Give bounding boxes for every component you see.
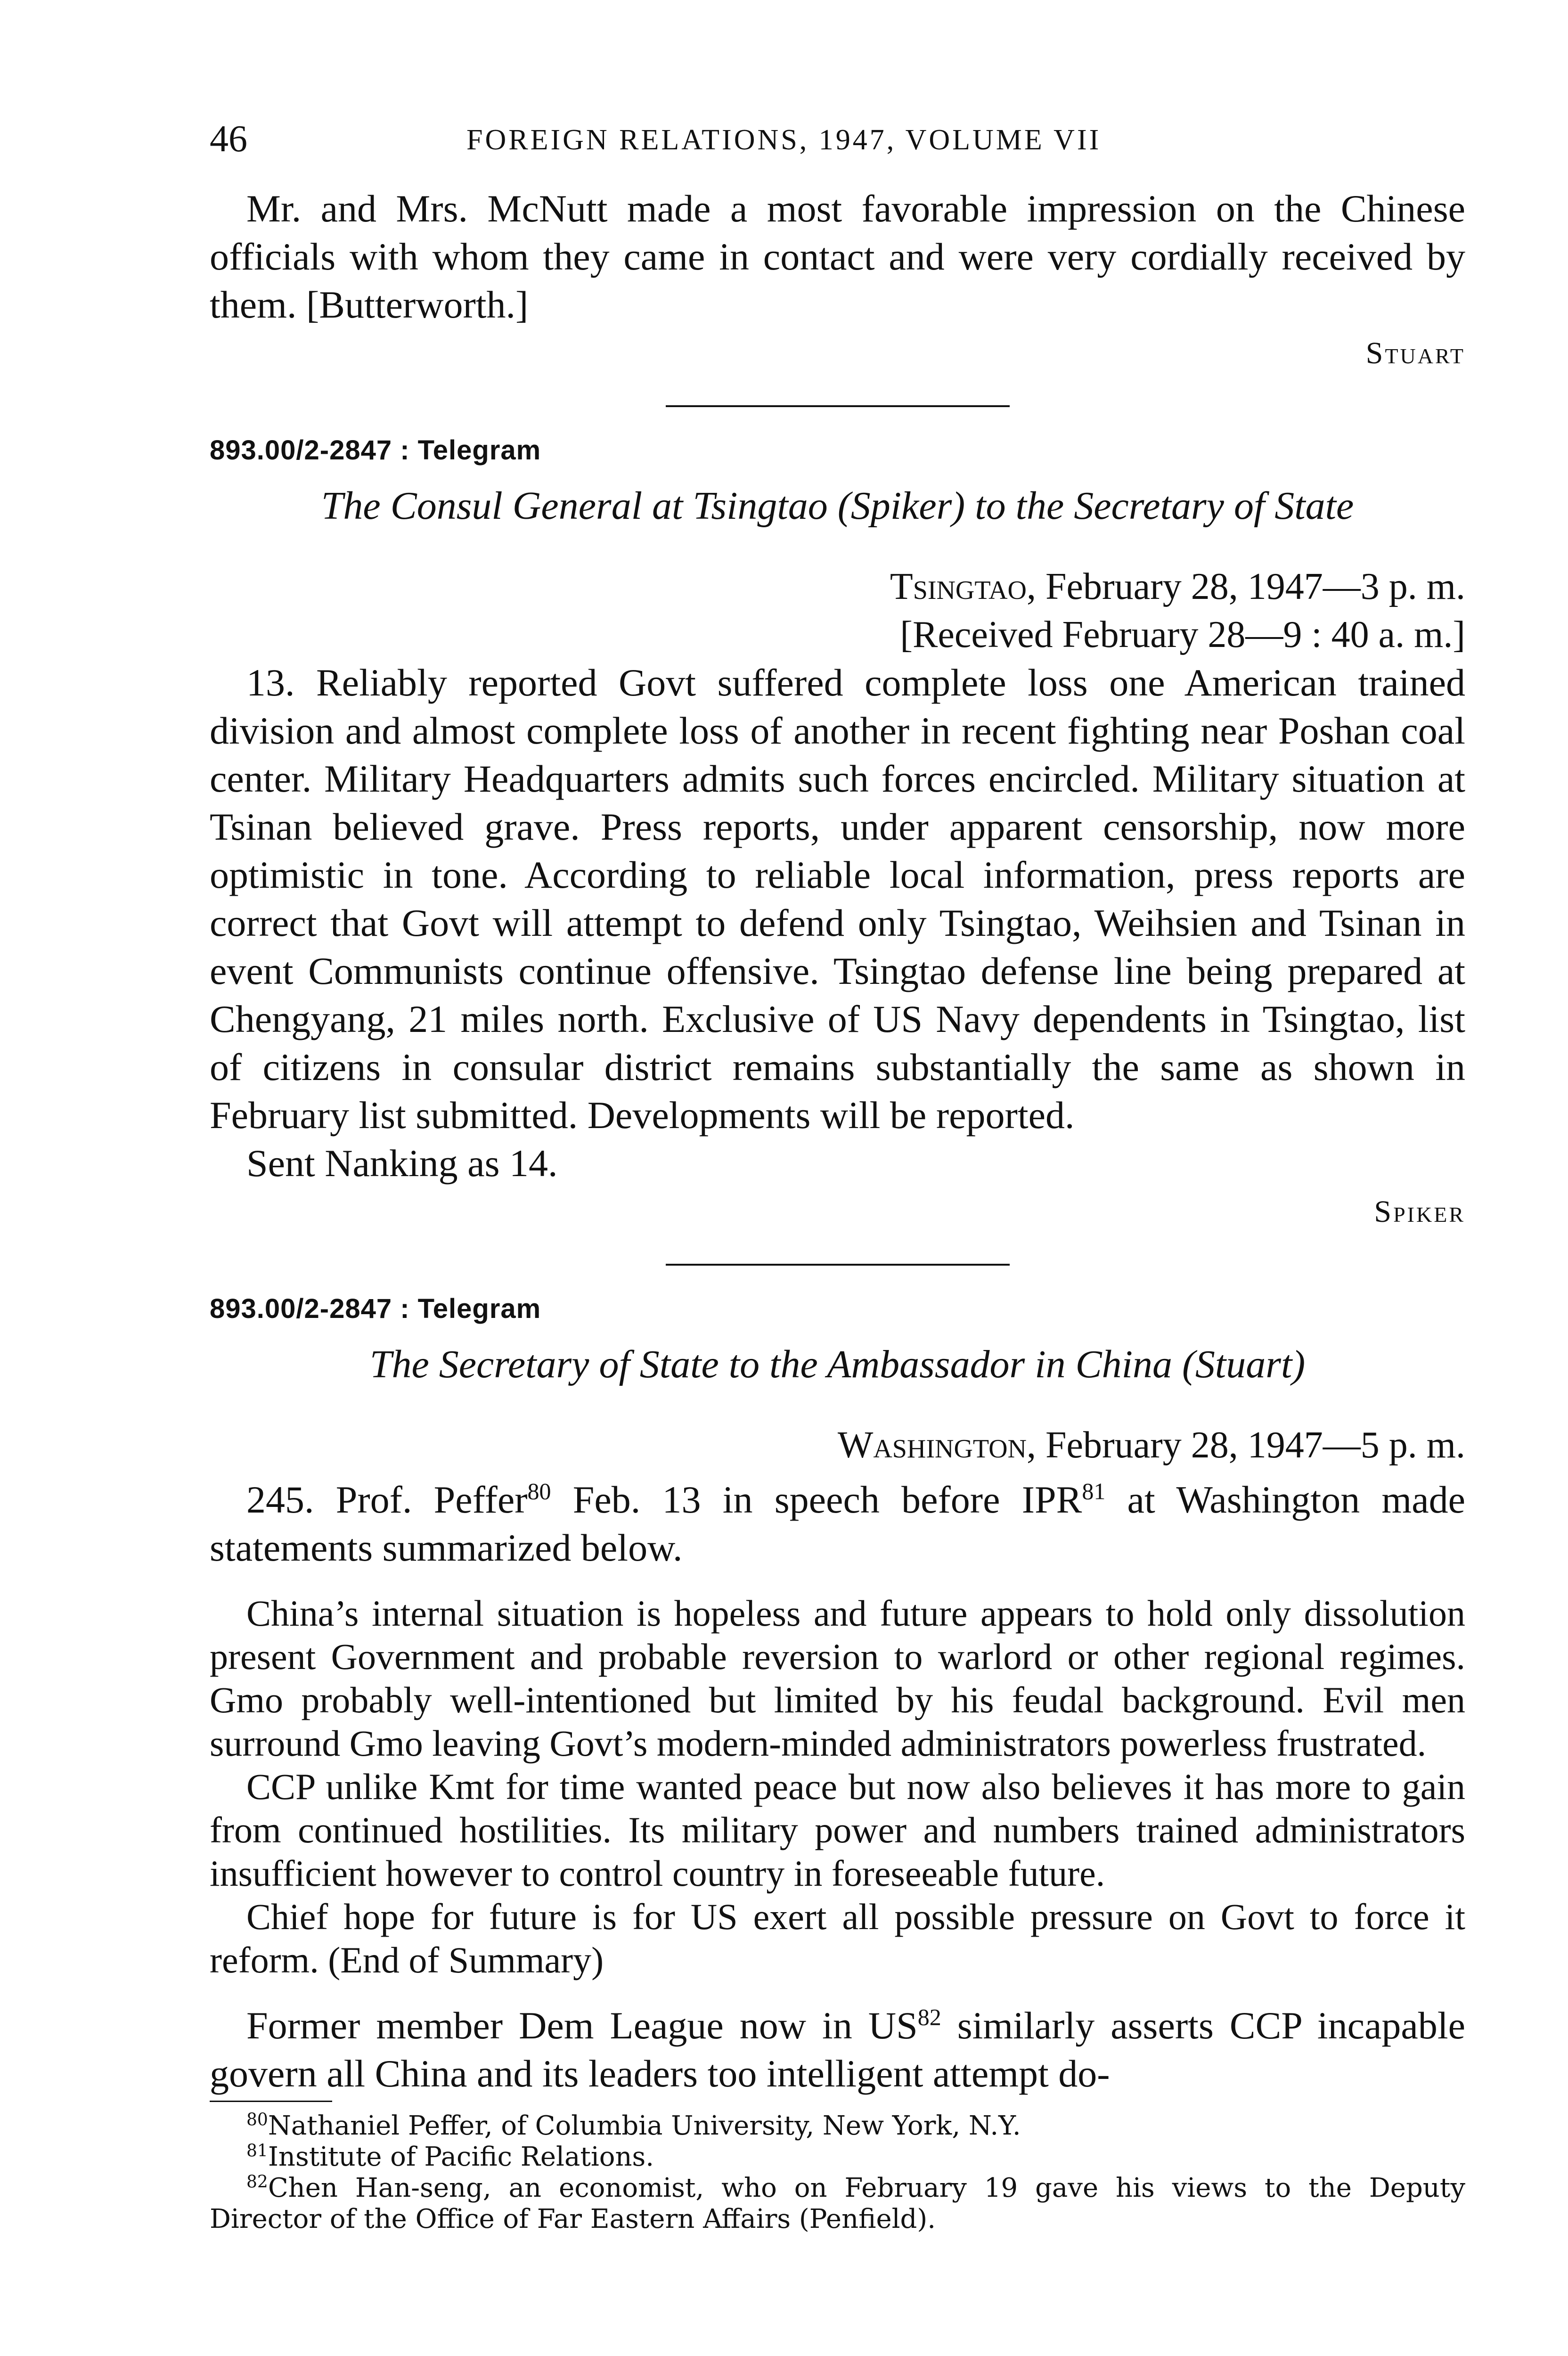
- summary-paragraph: China’s internal situation is hopeless and future appears to hold only dissolution present Government and probable reversion to warlord or other regional regimes. Gmo probably well-intentioned but limited by his feudal background. Evil men surround Gmo leaving Govt’s modern-minded administrators powerless frustrated.: [210, 1593, 1465, 1764]
- sent-note: Sent Nanking as 14.: [246, 1142, 558, 1185]
- footnote-80: [210, 2111, 1465, 2142]
- summary-paragraph: CCP unlike Kmt for time wanted peace but now also believes it has more to gain from continued hostilities. Its military power and numbers trained administrators insufficient however to control country in foreseeable future.: [210, 1766, 1465, 1894]
- footnote-text: Nathaniel Peffer, of Columbia University, New York, N.Y.: [268, 2111, 1021, 2141]
- closing-part: similarly asserts CCP incapable govern all China and its leaders too intelligent attempt do-: [210, 2004, 1466, 2095]
- footnotes: [210, 2101, 1465, 2235]
- footnote-rule: [210, 2101, 332, 2102]
- received-note: [Received February 28—9 : 40 a. m.]: [900, 614, 1465, 655]
- closing-part: Former member Dem League now in US: [246, 2004, 918, 2047]
- signature-stuart: Stuart: [1365, 336, 1465, 370]
- continuation-paragraph: Mr. and Mrs. McNutt made a most favorable impression on the Chinese officials with whom they came in contact and were very cordially received by them. [Butterworth.]: [210, 187, 1465, 326]
- footnote-text: Institute of Pacific Relations.: [268, 2142, 654, 2172]
- summary-block: [210, 1592, 1465, 1982]
- document-page: [210, 118, 1465, 2235]
- footnote-ref-82: 82: [917, 2004, 941, 2030]
- summary-paragraph: Chief hope for future is for US exert all possible pressure on Govt to force it reform. (End of Summary): [210, 1896, 1465, 1980]
- running-title: FOREIGN RELATIONS, 1947, VOLUME VII: [466, 124, 1102, 156]
- section-divider: [666, 405, 1010, 407]
- footnote-81: [210, 2142, 1465, 2173]
- file-reference: 893.00/2-2847 : Telegram: [210, 435, 541, 466]
- signature-spiker: Spiker: [1374, 1194, 1465, 1229]
- telegram-body: 13. Reliably reported Govt suffered complete loss one American trained division and almost complete loss of another in recent fighting near Poshan coal center. Military Headquarters admits such forces encircled. Military situation at Tsinan believed grave. Press reports, under apparent censorship, now more optimistic in tone. According to reliable local information, press reports are correct that Govt will attempt to defend only Tsingtao, Weihsien and Tsinan in event Communists continue offensive. Tsingtao defense line being prepared at Chengyang, 21 miles north. Exclusive of US Navy dependents in Tsingtao, list of citizens in consular district remains substantially the same as shown in February list submitted. Developments will be reported.: [210, 661, 1465, 1137]
- dateline-place: Washington: [837, 1424, 1027, 1466]
- intro-part: Feb. 13 in speech before IPR: [551, 1478, 1082, 1521]
- document-title: The Secretary of State to the Ambassador in China (Stuart): [369, 1342, 1306, 1386]
- running-head: [210, 118, 1465, 165]
- footnote-text: Chen Han-seng, an economist, who on February 19 gave his views to the Deputy Director of the Office of Far Eastern Affairs (Penfield).: [210, 2173, 1465, 2234]
- intro-part: 245. Prof. Peffer: [246, 1478, 528, 1521]
- dateline-date: , February 28, 1947—5 p. m.: [1026, 1424, 1465, 1466]
- section-divider: [666, 1264, 1010, 1266]
- footnote-ref-81: 81: [1082, 1478, 1106, 1505]
- document-title: The Consul General at Tsingtao (Spiker) to the Secretary of State: [321, 484, 1354, 528]
- footnote-marker: 81: [246, 2141, 268, 2161]
- telegram-1: [210, 434, 1465, 1230]
- closing-paragraph: [210, 2002, 1465, 2098]
- dateline-place: Tsingtao: [890, 566, 1027, 607]
- intro-part: at Washington made statements summarized below.: [210, 1478, 1465, 1569]
- footnote-ref-80: 80: [527, 1478, 551, 1505]
- telegram-2: [210, 1293, 1465, 2098]
- footnote-marker: 80: [246, 2110, 268, 2130]
- dateline: [210, 1421, 1465, 1469]
- dateline: [210, 563, 1465, 611]
- file-reference: 893.00/2-2847 : Telegram: [210, 1293, 541, 1324]
- dateline-date: , February 28, 1947—3 p. m.: [1026, 566, 1465, 607]
- footnote-marker: 82: [246, 2172, 268, 2192]
- footnote-82: [210, 2173, 1465, 2235]
- telegram-intro: [210, 1476, 1465, 1572]
- page-number: 46: [210, 118, 247, 160]
